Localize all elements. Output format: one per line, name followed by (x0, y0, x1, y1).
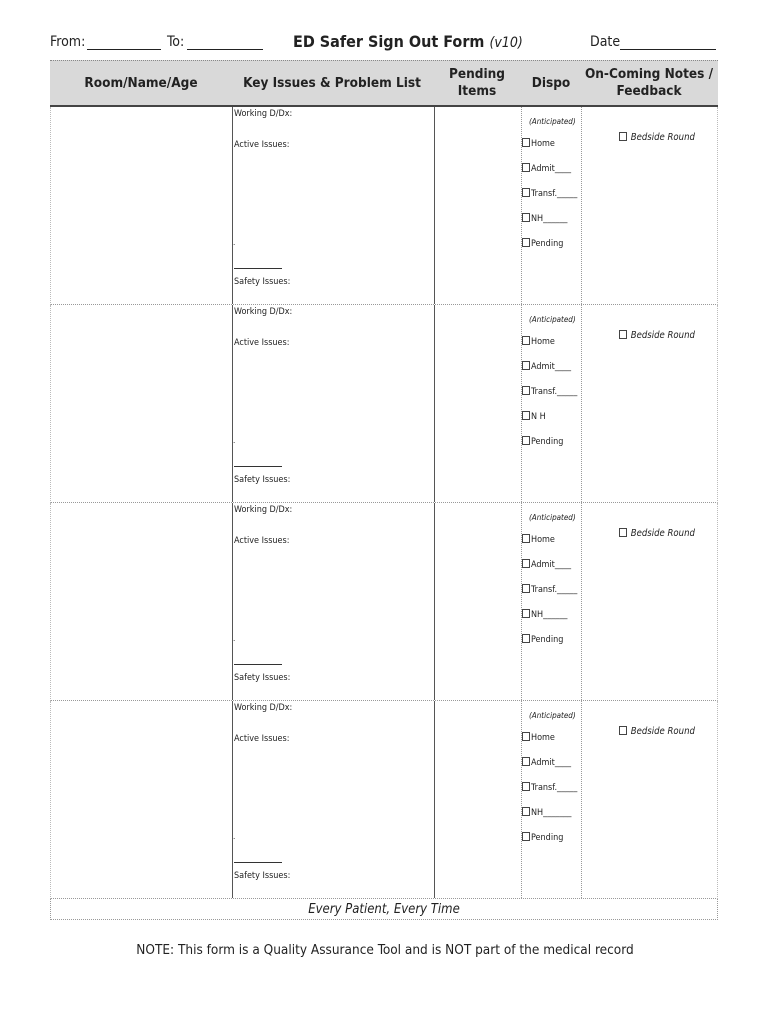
working-dx-label: Working D/Dx: (234, 505, 293, 515)
dispo-pending-label: Pending (531, 833, 564, 843)
divider (232, 305, 236, 502)
page-title (293, 32, 523, 51)
divider (434, 305, 435, 502)
checkbox-icon (522, 361, 530, 370)
dispo-admit-label: Admit____ (531, 560, 572, 570)
dispo-admit-label: Admit____ (531, 164, 572, 174)
working-dx-label: Working D/Dx: (234, 307, 293, 317)
divider (232, 701, 236, 898)
checkbox-icon (522, 534, 530, 543)
checkbox-icon (522, 757, 530, 766)
patient-rows (50, 107, 718, 899)
dot-mark: . (233, 238, 236, 247)
dispo-admit[interactable] (522, 361, 571, 372)
checkbox-icon (522, 138, 530, 147)
patient-row[interactable] (50, 305, 718, 503)
checkbox-icon (619, 330, 627, 339)
divider (521, 503, 522, 700)
checkbox-icon (619, 726, 627, 735)
title-version: (v10) (489, 35, 523, 51)
col-pending: Pending Items (449, 66, 505, 99)
dispo-home[interactable] (522, 336, 555, 347)
footer-note: NOTE: This form is a Quality Assurance Tool and is NOT part of the medical record (136, 942, 634, 958)
dispo-pending-label: Pending (531, 239, 564, 249)
col-oncoming: On-Coming Notes / Feedback (584, 66, 714, 99)
active-issues-label: Active Issues: (234, 734, 290, 744)
checkbox-icon (522, 386, 530, 395)
divider (521, 107, 522, 304)
signout-table (50, 60, 718, 920)
date-field[interactable] (620, 49, 716, 50)
anticipated-label: (Anticipated) (529, 117, 576, 126)
dispo-nh-label: NH______ (531, 214, 568, 224)
col-key-issues: Key Issues & Problem List (243, 74, 421, 91)
safety-issues-label: Safety Issues: (234, 673, 291, 683)
dispo-nh[interactable] (522, 807, 571, 818)
dispo-nh-label: N H (531, 412, 546, 422)
divider (434, 503, 435, 700)
signature-line[interactable] (234, 664, 282, 665)
divider (521, 305, 522, 502)
bedside-round-label: Bedside Round (630, 726, 695, 737)
divider (581, 107, 582, 304)
divider (581, 701, 582, 898)
working-dx-label: Working D/Dx: (234, 703, 293, 713)
dispo-home-label: Home (531, 733, 555, 743)
signature-line[interactable] (234, 862, 282, 863)
bedside-round-checkbox[interactable] (619, 132, 695, 143)
dispo-admit-label: Admit____ (531, 362, 572, 372)
dispo-nh[interactable] (522, 411, 546, 422)
patient-row[interactable] (50, 701, 718, 899)
dispo-nh-label: NH______ (531, 610, 568, 620)
bedside-round-label: Bedside Round (630, 330, 695, 341)
checkbox-icon (522, 336, 530, 345)
anticipated-label: (Anticipated) (529, 711, 576, 720)
to-label: To: (167, 34, 185, 50)
dispo-nh-label: NH_______ (531, 808, 572, 818)
checkbox-icon (619, 528, 627, 537)
dispo-home[interactable] (522, 732, 555, 743)
safety-issues-label: Safety Issues: (234, 475, 291, 485)
checkbox-icon (522, 559, 530, 568)
dispo-transf[interactable] (522, 188, 577, 199)
dispo-transf[interactable] (522, 782, 577, 793)
signature-line[interactable] (234, 466, 282, 467)
dispo-transf[interactable] (522, 386, 577, 397)
dot-mark: . (233, 436, 236, 445)
dispo-pending[interactable] (522, 634, 563, 645)
checkbox-icon (522, 213, 530, 222)
from-field[interactable] (87, 49, 161, 50)
checkbox-icon (522, 411, 530, 420)
table-header (50, 60, 718, 107)
safety-issues-label: Safety Issues: (234, 871, 291, 881)
divider (581, 305, 582, 502)
from-label: From: (50, 34, 86, 50)
motto-row (50, 899, 718, 920)
divider (434, 107, 435, 304)
divider (581, 503, 582, 700)
dispo-pending-label: Pending (531, 635, 564, 645)
dispo-pending-label: Pending (531, 437, 564, 447)
dispo-nh[interactable] (522, 213, 567, 224)
divider (232, 503, 236, 700)
to-field[interactable] (187, 49, 263, 50)
date-label: Date (590, 34, 621, 50)
checkbox-icon (522, 238, 530, 247)
motto-text: Every Patient, Every Time (308, 901, 460, 917)
checkbox-icon (522, 732, 530, 741)
active-issues-label: Active Issues: (234, 536, 290, 546)
dispo-pending[interactable] (522, 238, 563, 249)
form-header (50, 32, 718, 56)
dispo-nh[interactable] (522, 609, 567, 620)
dispo-transf[interactable] (522, 584, 577, 595)
dispo-transf-label: Transf._____ (531, 585, 578, 595)
active-issues-label: Active Issues: (234, 140, 290, 150)
checkbox-icon (522, 609, 530, 618)
checkbox-icon (522, 436, 530, 445)
dispo-home-label: Home (531, 535, 555, 545)
bedside-round-checkbox[interactable] (619, 528, 695, 539)
signature-line[interactable] (234, 268, 282, 269)
working-dx-label: Working D/Dx: (234, 109, 293, 119)
dispo-pending[interactable] (522, 832, 563, 843)
divider (232, 107, 236, 304)
bedside-round-label: Bedside Round (630, 132, 695, 143)
checkbox-icon (522, 807, 530, 816)
dispo-transf-label: Transf._____ (531, 783, 578, 793)
checkbox-icon (522, 634, 530, 643)
dispo-transf-label: Transf._____ (531, 189, 578, 199)
dot-mark: . (233, 634, 236, 643)
checkbox-icon (522, 584, 530, 593)
dispo-transf-label: Transf._____ (531, 387, 578, 397)
checkbox-icon (522, 782, 530, 791)
anticipated-label: (Anticipated) (529, 315, 576, 324)
anticipated-label: (Anticipated) (529, 513, 576, 522)
checkbox-icon (522, 163, 530, 172)
title-text: ED Safer Sign Out Form (293, 32, 485, 51)
divider (521, 701, 522, 898)
dispo-home[interactable] (522, 534, 555, 545)
dispo-pending[interactable] (522, 436, 563, 447)
col-room: Room/Name/Age (84, 74, 198, 91)
bedside-round-checkbox[interactable] (619, 726, 695, 737)
bedside-round-label: Bedside Round (630, 528, 695, 539)
divider (434, 701, 435, 898)
checkbox-icon (522, 832, 530, 841)
safety-issues-label: Safety Issues: (234, 277, 291, 287)
dot-mark: . (233, 832, 236, 841)
dispo-admit[interactable] (522, 559, 571, 570)
active-issues-label: Active Issues: (234, 338, 290, 348)
checkbox-icon (619, 132, 627, 141)
bedside-round-checkbox[interactable] (619, 330, 695, 341)
dispo-home[interactable] (522, 138, 555, 149)
dispo-admit[interactable] (522, 163, 571, 174)
dispo-home-label: Home (531, 139, 555, 149)
dispo-home-label: Home (531, 337, 555, 347)
checkbox-icon (522, 188, 530, 197)
dispo-admit-label: Admit____ (531, 758, 572, 768)
patient-row[interactable] (50, 107, 718, 305)
col-dispo: Dispo (531, 74, 571, 91)
dispo-admit[interactable] (522, 757, 571, 768)
patient-row[interactable] (50, 503, 718, 701)
